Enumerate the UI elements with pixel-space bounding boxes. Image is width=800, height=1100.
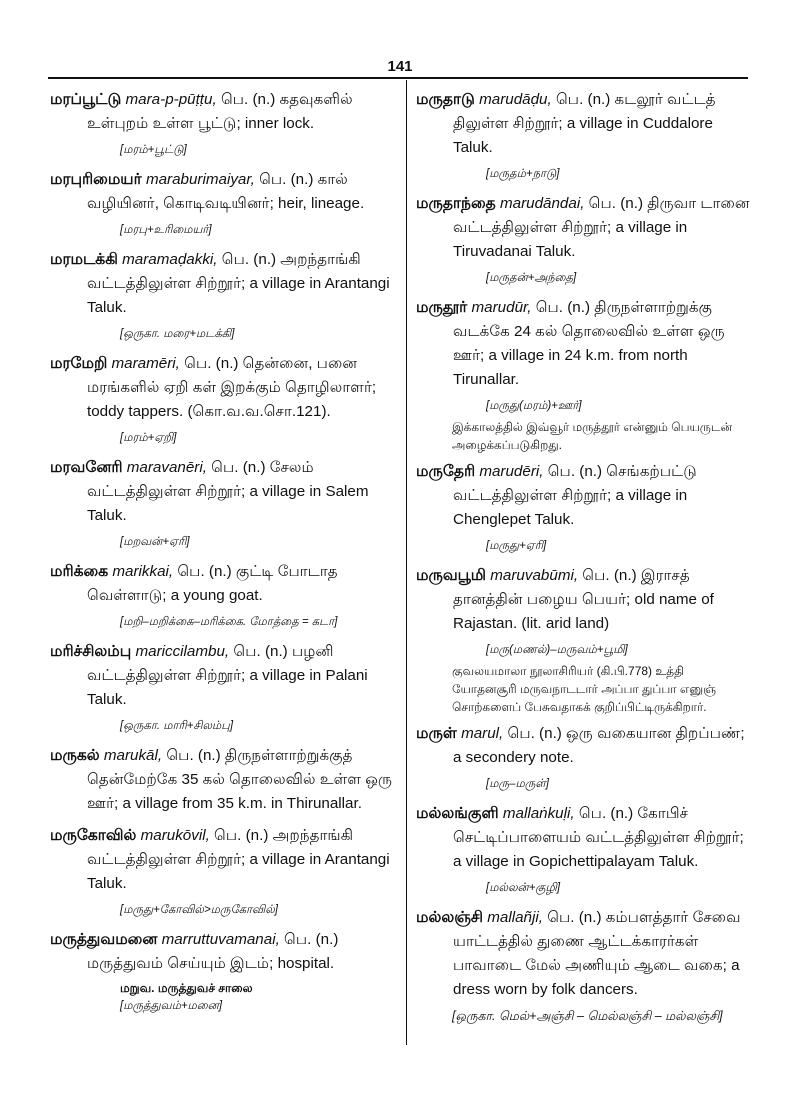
transliteration: marudēri, <box>479 463 544 480</box>
etymology: [ஒருகா. மெல்+அஞ்சி – மெல்லஞ்சி – மல்லஞ்சி] <box>452 1009 723 1023</box>
etymology: [மருத்துவம்+மனை] <box>120 1000 223 1012</box>
etymology: [மறி–மறிக்கை–மரிக்கை. மோத்தை = கடா] <box>120 616 338 628</box>
dictionary-entry <box>416 88 751 182</box>
transliteration: maruvabūmi, <box>490 567 579 584</box>
definition: பெ. (n.) கோபிச் செட்டிப்பாளையம் வட்டத்திலுள்ள சிற்றூர்; a village in Gopichettipalayam Taluk. <box>453 805 744 870</box>
etymology: [மரம்+ஏறி] <box>120 432 177 444</box>
column-divider <box>406 80 407 1045</box>
dictionary-entry <box>50 640 395 734</box>
dictionary-entry <box>50 928 395 1014</box>
dictionary-entry <box>416 802 751 896</box>
left-column <box>50 88 395 1024</box>
dictionary-entry <box>50 248 395 342</box>
definition: பெ. (n.) கடலூர் வட்டத் திலுள்ள சிற்றூர்; a village in Cuddalore Taluk. <box>453 91 716 156</box>
page-number: 141 <box>387 58 413 75</box>
header-rule <box>48 77 748 79</box>
dictionary-entry <box>50 168 395 238</box>
transliteration: marukōvil, <box>140 827 210 844</box>
definition: பெ. (n.) இராசத் தானத்தின் பழைய பெயர்; old name of Rajastan. (lit. arid land) <box>453 567 714 632</box>
etymology: [மரு–மருள்] <box>486 778 549 790</box>
note: குவலயமாலா நூலாசிரியர் (கி.பி.778) உத்தி யோதனசூரி மருவநாடடார் அப்பா துப்பா எனுஞ் சொற்களைப் பேசுவதாகக் குறிப்பிட்டிருக்கிறார். <box>452 664 717 714</box>
etymology: [மருது(மரம்)+ஊர்] <box>486 400 582 412</box>
transliteration: maravanēri, <box>126 459 207 476</box>
definition: பெ. (n.) சேலம் வட்டத்திலுள்ள சிற்றூர்; a village in Salem Taluk. <box>87 459 369 524</box>
etymology: [மரு(மணல்)–மருவம்+பூமி] <box>486 644 628 656</box>
transliteration: maraburimaiyar, <box>145 171 255 188</box>
headword: மருள் <box>416 725 457 742</box>
headword: மருதாடு <box>416 91 475 108</box>
transliteration: marudāḍu, <box>479 91 552 108</box>
dictionary-entry <box>416 906 751 1024</box>
headword: மரமடக்கி <box>50 251 118 268</box>
dictionary-entry <box>416 564 751 716</box>
headword: மருதாந்தை <box>416 195 496 212</box>
dictionary-entry <box>50 744 395 816</box>
headword: மருகோவில் <box>50 827 137 844</box>
headword: மருகல் <box>50 747 100 764</box>
definition: பெ. (n.) ஒரு வகையான திறப்பண்; a secondery note. <box>453 725 745 766</box>
transliteration: marudūr, <box>471 299 532 316</box>
headword: மருதூர் <box>416 299 468 316</box>
headword: மரமேறி <box>50 355 108 372</box>
dictionary-entry <box>50 352 395 446</box>
dictionary-entry <box>50 456 395 550</box>
definition: பெ. (n.) செங்கற்பட்டு வட்டத்திலுள்ள சிற்றூர்; a village in Chenglepet Taluk. <box>453 463 697 528</box>
headword: மல்லங்குளி <box>416 805 499 822</box>
headword: மருவபூமி <box>416 567 487 584</box>
transliteration: marudāndai, <box>499 195 585 212</box>
headword: மரபுரிமையர் <box>50 171 142 188</box>
etymology: [மரபு+உரிமையர்] <box>120 224 212 236</box>
definition: பெ. (n.) குட்டி போடாத வெள்ளாடு; a young goat. <box>87 563 338 604</box>
transliteration: maramēri, <box>111 355 180 372</box>
right-column <box>416 88 751 1034</box>
etymology: [ஒருகா. மரை+மடக்கி] <box>120 328 235 340</box>
etymology: [மரம்+பூட்டு] <box>120 144 187 156</box>
definition: பெ. (n.) திருவா டானை வட்டத்திலுள்ள சிற்றூர்; a village in Tiruvadanai Taluk. <box>453 195 750 260</box>
dictionary-entry <box>416 296 751 454</box>
dictionary-entry <box>50 560 395 630</box>
definition: பெ. (n.) அறந்தாங்கி வட்டத்திலுள்ள சிற்றூர்; a village in Arantangi Taluk. <box>87 827 390 892</box>
headword: மரவனேரி <box>50 459 123 476</box>
headword: மரிக்கை <box>50 563 109 580</box>
transliteration: mariccilambu, <box>135 643 230 660</box>
definition: பெ. (n.) மருத்துவம் செய்யும் இடம்; hospital. <box>87 931 339 972</box>
headword: மருத்துவமனை <box>50 931 158 948</box>
transliteration: marikkai, <box>112 563 174 580</box>
etymology: [மருதன்+அந்தை] <box>486 272 577 284</box>
transliteration: maramaḍakki, <box>122 251 218 268</box>
transliteration: mallañji, <box>487 909 543 926</box>
definition: பெ. (n.) அறந்தாங்கி வட்டத்திலுள்ள சிற்றூர்; a village in Arantangi Taluk. <box>87 251 390 316</box>
headword: மரிச்சிலம்பு <box>50 643 132 660</box>
dictionary-entry <box>416 192 751 286</box>
headword: மல்லஞ்சி <box>416 909 483 926</box>
dictionary-entry <box>50 88 395 158</box>
etymology: [ஒருகா. மாரி+சிலம்பு] <box>120 720 234 732</box>
definition: பெ. (n.) கம்பளத்தார் சேவை யாட்டத்தில் துணை ஆட்டக்காரர்கள் பாவாடை மேல் அணியும் ஆடை வகை; a dress worn by folk dancers. <box>453 909 741 998</box>
dictionary-entry <box>50 824 395 918</box>
definition: பெ. (n.) பழனி வட்டத்திலுள்ள சிற்றூர்; a village in Palani Taluk. <box>87 643 368 708</box>
etymology: [மருதம்+நாடு] <box>486 168 560 180</box>
definition: பெ. (n.) கதவுகளில் உள்புறம் உள்ள பூட்டு; inner lock. <box>87 91 353 132</box>
etymology: [மருது+கோவில்>மருகோவில்] <box>120 904 278 916</box>
etymology: [மல்லன்+குழி] <box>486 882 561 894</box>
transliteration: marul, <box>461 725 504 742</box>
dictionary-entry <box>416 460 751 554</box>
transliteration: marruttuvamanai, <box>161 931 280 948</box>
etymology: [மறவன்+ஏரி] <box>120 536 190 548</box>
headword: மருதேரி <box>416 463 476 480</box>
etymology: [மருது+ஏரி] <box>486 540 547 552</box>
headword: மரப்பூட்டு <box>50 91 122 108</box>
transliteration: mara-p-pūṭṭu, <box>125 91 217 108</box>
note: இக்காலத்தில் இவ்வூர் மருத்தூர் என்னும் பெயருடன் அழைக்கப்படுகிறது. <box>452 420 733 452</box>
transliteration: marukāl, <box>103 747 163 764</box>
definition: பெ. (n.) திருநள்ளாற்றுக்கு வடக்கே 24 கல் தொலைவில் உள்ள ஒரு ஊர்; a village in 24 k.m. from north Tirunallar. <box>453 299 725 388</box>
transliteration: mallaṅkuḷi, <box>502 805 575 822</box>
definition: பெ. (n.) கால் வழியினர், கொடிவடியினர்; heir, lineage. <box>87 171 365 212</box>
synonym: மறுவ. மருத்துவச் சாலை <box>120 981 253 995</box>
definition: பெ. (n.) தென்னை, பனை மரங்களில் ஏறி கள் இறக்கும் தொழிலாளர்; toddy tappers. (கொ.வ.வ.சொ.121). <box>87 355 377 420</box>
definition: பெ. (n.) திருநள்ளாற்றுக்குத் தென்மேற்கே 35 கல் தொலைவில் உள்ள ஒரு ஊர்; a village from 35 k.m. in Thirunallar. <box>87 747 393 812</box>
dictionary-entry <box>416 722 751 792</box>
